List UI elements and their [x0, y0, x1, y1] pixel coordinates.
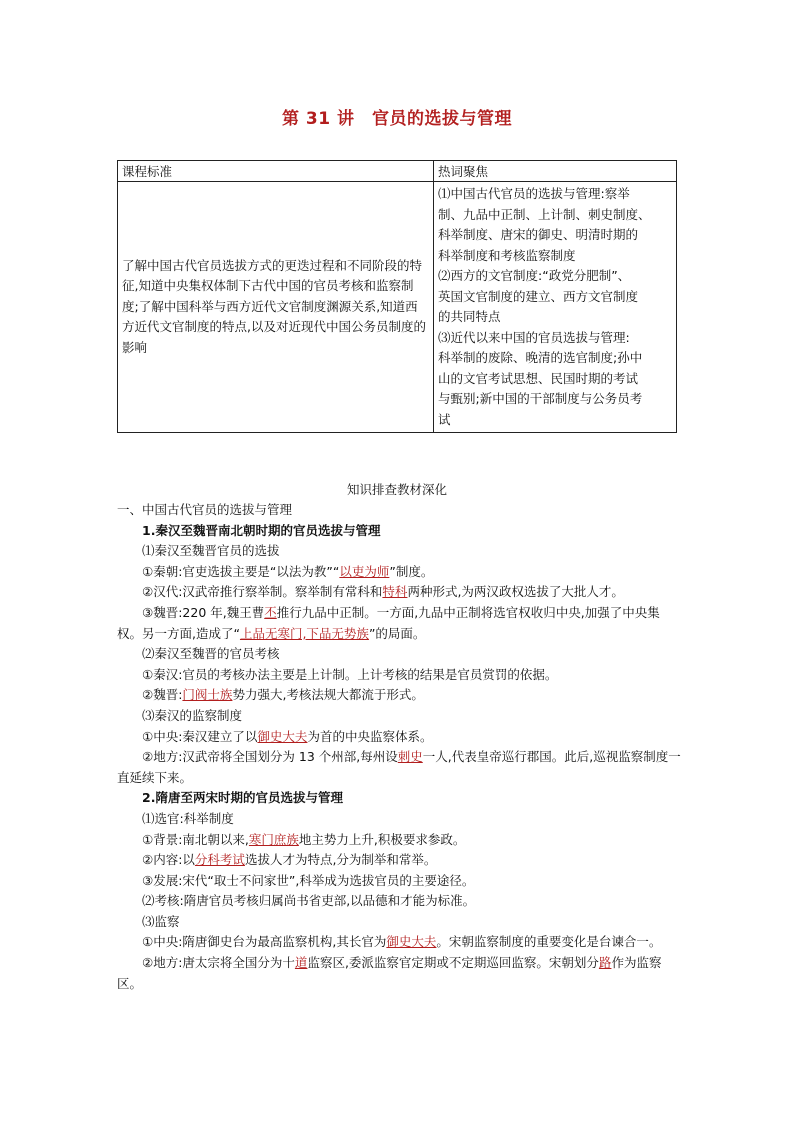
highlight-term: 特科 — [382, 584, 408, 600]
subsection-title: 2.隋唐至两宋时期的官员选拔与管理 — [142, 790, 343, 806]
keyword-line: 与甄别;新中国的干部制度与公务员考 — [438, 391, 643, 406]
subsection-item: ⑵秦汉至魏晋的官员考核 — [142, 646, 280, 662]
keyword-line: 山的文官考试思想、民国时期的考试 — [438, 370, 639, 386]
keyword-line: 科举制的废除、晚清的选官制度;孙中 — [438, 350, 643, 365]
keyword-line: 制、九品中正制、上计制、刺史制度、 — [438, 206, 651, 222]
paragraph-jc-central: ①中央:秦汉建立了以御史大夫为首的中央监察体系。 — [142, 728, 433, 744]
paragraph-development: ③发展:宋代“取士不问家世”,科举成为选拔官员的主要途径。 — [142, 872, 475, 888]
highlight-term: 御史大夫 — [386, 934, 437, 950]
standard-text: 了解中国古代官员选拔方式的更迭过程和不同阶段的特征,知道中央集权体制下古代中国的官员考核和监察制度;了解中国科举与西方近代文官制度渊源关系,知道西方近代文官制度的特点,以及对近现代中国公务员制度的影响 — [118, 182, 434, 433]
part-heading: 一、中国古代官员的选拔与管理 — [117, 502, 293, 517]
paragraph-jc2-local: ②地方:唐太宗将全国分为十道监察区,委派监察官定期或不定期巡回监察。宋朝划分路作为监察区。 — [117, 955, 662, 991]
highlight-term: 道 — [294, 955, 308, 971]
keyword-line: ⑵西方的文官制度:“政党分肥制”、 — [438, 268, 631, 283]
subsection-item: ⑴秦汉至魏晋官员的选拔 — [142, 543, 280, 559]
paragraph-background: ①背景:南北朝以来,寒门庶族地主势力上升,积极要求参政。 — [142, 831, 466, 847]
keyword-line: 试 — [438, 411, 451, 427]
highlight-term: 寒门庶族 — [248, 831, 299, 847]
paragraph-kao-wei: ②魏晋:门阀士族势力强大,考核法规大都流于形式。 — [142, 687, 424, 703]
table-header-row — [118, 161, 677, 182]
page-title: 第 31 讲 官员的选拔与管理 — [282, 109, 512, 129]
highlight-term: 丕 — [264, 604, 277, 620]
keyword-line: 的共同特点 — [438, 309, 501, 324]
subsection-item: ⑶监察 — [142, 913, 180, 929]
highlight-term: 路 — [598, 955, 612, 971]
subsection-item: ⑴选官:科举制度 — [142, 810, 234, 826]
subsection-item: ⑶秦汉的监察制度 — [142, 707, 243, 723]
table-header-keywords: 热词聚焦 — [434, 161, 677, 182]
highlight-term: 门阀士族 — [182, 687, 233, 703]
paragraph-han: ②汉代:汉武帝推行察举制。察举制有常科和特科两种形式,为两汉政权选拔了大批人才。 — [142, 584, 624, 600]
section-heading: 知识排查教材深化 — [346, 482, 447, 497]
curriculum-table — [117, 160, 677, 433]
paragraph-content: ②内容:以分科考试选拔人才为特点,分为制举和常举。 — [142, 852, 437, 868]
keyword-line: 科举制度和考核监察制度 — [438, 247, 576, 263]
highlight-term: 上品无寒门,下品无势族 — [239, 625, 369, 641]
paragraph-wei: ③魏晋:220 年,魏王曹丕推行九品中正制。一方面,九品中正制将选官权收归中央,加强了中央集权。另一方面,造成了“上品无寒门,下品无势族”的局面。 — [117, 604, 660, 641]
keyword-line: 英国文官制度的建立、西方文官制度 — [438, 288, 639, 304]
highlight-term: 以吏为师 — [339, 563, 390, 579]
paragraph-qin: ①秦朝:官吏选拔主要是“以法为教”“以吏为师”制度。 — [142, 563, 434, 579]
subsection-title: 1.秦汉至魏晋南北朝时期的官员选拔与管理 — [142, 522, 381, 538]
keyword-line: 科举制度、唐宋的御史、明清时期的 — [438, 227, 639, 242]
paragraph-jc2-central: ①中央:隋唐御史台为最高监察机构,其长官为御史大夫。宋朝监察制度的重要变化是台谏合一。 — [142, 934, 662, 950]
subsection-item: ⑵考核:隋唐官员考核归属尚书省吏部,以品德和才能为标准。 — [142, 893, 476, 909]
keyword-line: ⑴中国古代官员的选拔与管理:察举 — [438, 186, 630, 201]
keyword-line: ⑶近代以来中国的官员选拔与管理: — [438, 329, 630, 345]
table-row — [118, 182, 677, 433]
table-header-standard: 课程标准 — [118, 161, 434, 182]
keywords-cell — [434, 182, 677, 433]
paragraph-kao-qinhan: ①秦汉:官员的考核办法主要是上计制。上计考核的结果是官员赏罚的依据。 — [142, 666, 558, 682]
body-text — [117, 500, 681, 994]
highlight-term: 御史大夫 — [257, 728, 308, 744]
highlight-term: 分科考试 — [194, 852, 245, 868]
highlight-term: 刺史 — [397, 749, 423, 765]
paragraph-jc-local: ②地方:汉武帝将全国划分为 13 个州部,每州设刺史一人,代表皇帝巡行郡国。此后,巡视监察制度一直延续下来。 — [117, 749, 681, 785]
